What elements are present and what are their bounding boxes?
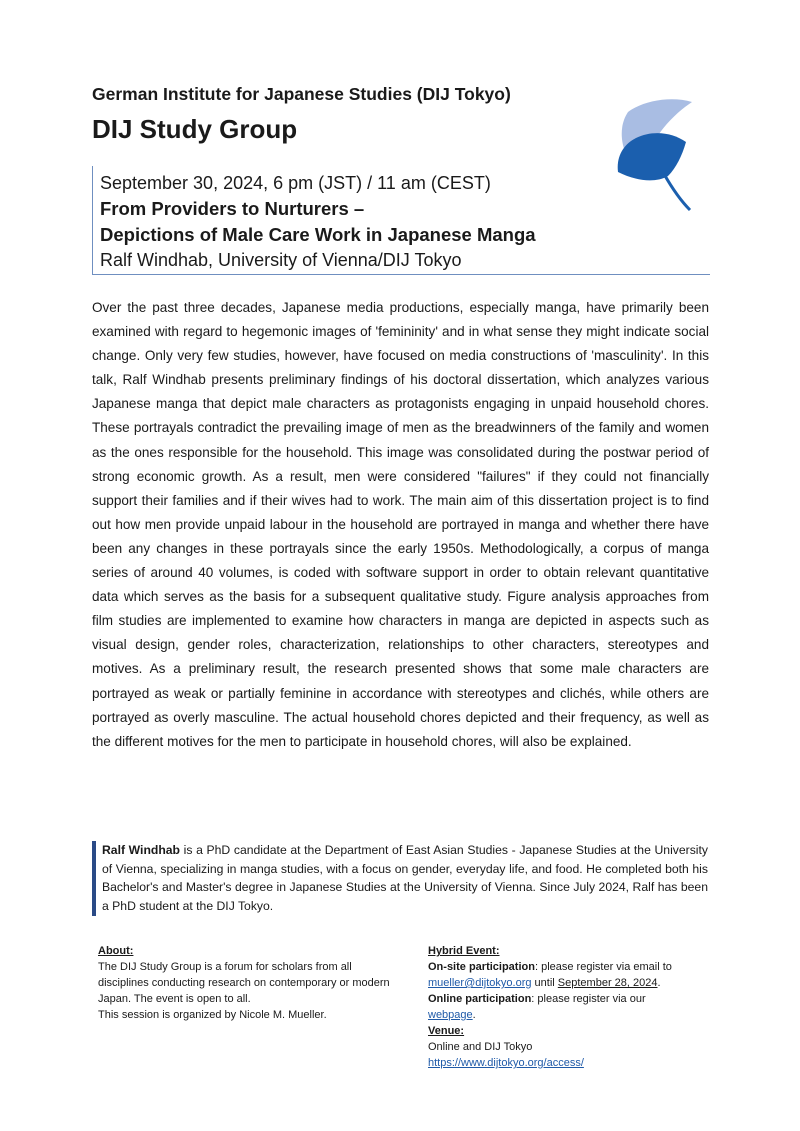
abstract-text: Over the past three decades, Japanese media productions, especially manga, have primarily been examined with regard to hegemonic images of 'femininity' and in what sense they might indicate social change. Only very few studies, however, have focused on media constructions of 'masculinity'. In this talk, Ralf Windhab presents preliminary findings of his doctoral dissertation, which analyzes various Japanese manga that depict male characters as protagonists engaging in unpaid household chores. These portrayals contradict the prevailing image of men as the breadwinners of the family and women as the ones responsible for the household. This image was consolidated during the postwar period of strong economic growth. As a result, men were considered "failures" if they could not financially support their families and if their wives had to work. The main aim of this dissertation project is to find out how men provide unpaid labour in the household are portrayed in manga and whether there have been any changes in these portrayals since the early 1950s. Methodologically, a corpus of manga series of around 40 volumes, is coded with software support in order to obtain relevant quantitative data which serves as the basis for a subsequent qualitative study. Figure analysis approaches from film studies are implemented to examine how characters in manga are depicted in aspects such as visual design, gender roles, characterization, relationships to other characters, stereotypes and motives. As a preliminary result, the research presented shows that some male characters are portrayed as weak or partially feminine in accordance with stereotypes and clichés, while others are portrayed as overly masculine. The actual household chores depicted and their frequency, as well as the different motives for the men to participate in household chores, will also be explained. — [92, 300, 709, 749]
webpage-link[interactable]: webpage — [428, 1009, 473, 1021]
bio-text: is a PhD candidate at the Department of East Asian Studies - Japanese Studies at the University of Vienna, specializing in manga studies, with a focus on gender, everyday life, and food. He completed both his Bachelor's and Master's degree in Japanese Studies at the University of Vienna. Since July 2024, Ralf has been a PhD student at the DIJ Tokyo. — [102, 843, 708, 913]
hybrid-heading: Hybrid Event: — [428, 945, 500, 957]
event-date: September 30, 2024, 6 pm (JST) / 11 am (CEST) — [100, 173, 491, 193]
event-title-line-2: Depictions of Male Care Work in Japanese Manga — [100, 224, 536, 245]
bio-name: Ralf Windhab — [102, 843, 181, 857]
venue-text: Online and DIJ Tokyo — [428, 1041, 533, 1053]
deadline-date: September 28, 2024 — [557, 977, 658, 989]
onsite-label: On-site participation — [428, 961, 535, 973]
about-description: The DIJ Study Group is a forum for scholars from all disciplines conducting research on contemporary or modern Japan. The event is open to all. — [98, 961, 390, 1005]
onsite-text: : please register via email to — [534, 961, 672, 973]
about-heading: About: — [98, 945, 134, 957]
event-speaker: Ralf Windhab, University of Vienna/DIJ Tokyo — [100, 250, 462, 270]
about-section — [98, 943, 398, 1023]
event-info-box — [92, 166, 710, 275]
about-organizer: This session is organized by Nicole M. Mueller. — [98, 1009, 327, 1021]
venue-heading: Venue: — [428, 1025, 465, 1037]
period-2: . — [472, 1009, 476, 1021]
until-text: until — [531, 977, 558, 989]
hybrid-event-section — [428, 943, 728, 1071]
speaker-bio — [92, 841, 708, 916]
period-1: . — [657, 977, 661, 989]
email-link[interactable]: mueller@dijtokyo.org — [428, 977, 532, 989]
institute-name: German Institute for Japanese Studies (DIJ Tokyo) — [92, 84, 511, 104]
onsite-participation — [428, 959, 728, 991]
online-text: : please register via our — [531, 993, 646, 1005]
venue-link[interactable]: https://www.dijtokyo.org/access/ — [428, 1057, 584, 1069]
page-title: DIJ Study Group — [92, 114, 298, 144]
event-title-line-1: From Providers to Nurturers – — [100, 198, 365, 219]
online-participation — [428, 991, 728, 1023]
online-label: Online participation — [428, 993, 532, 1005]
